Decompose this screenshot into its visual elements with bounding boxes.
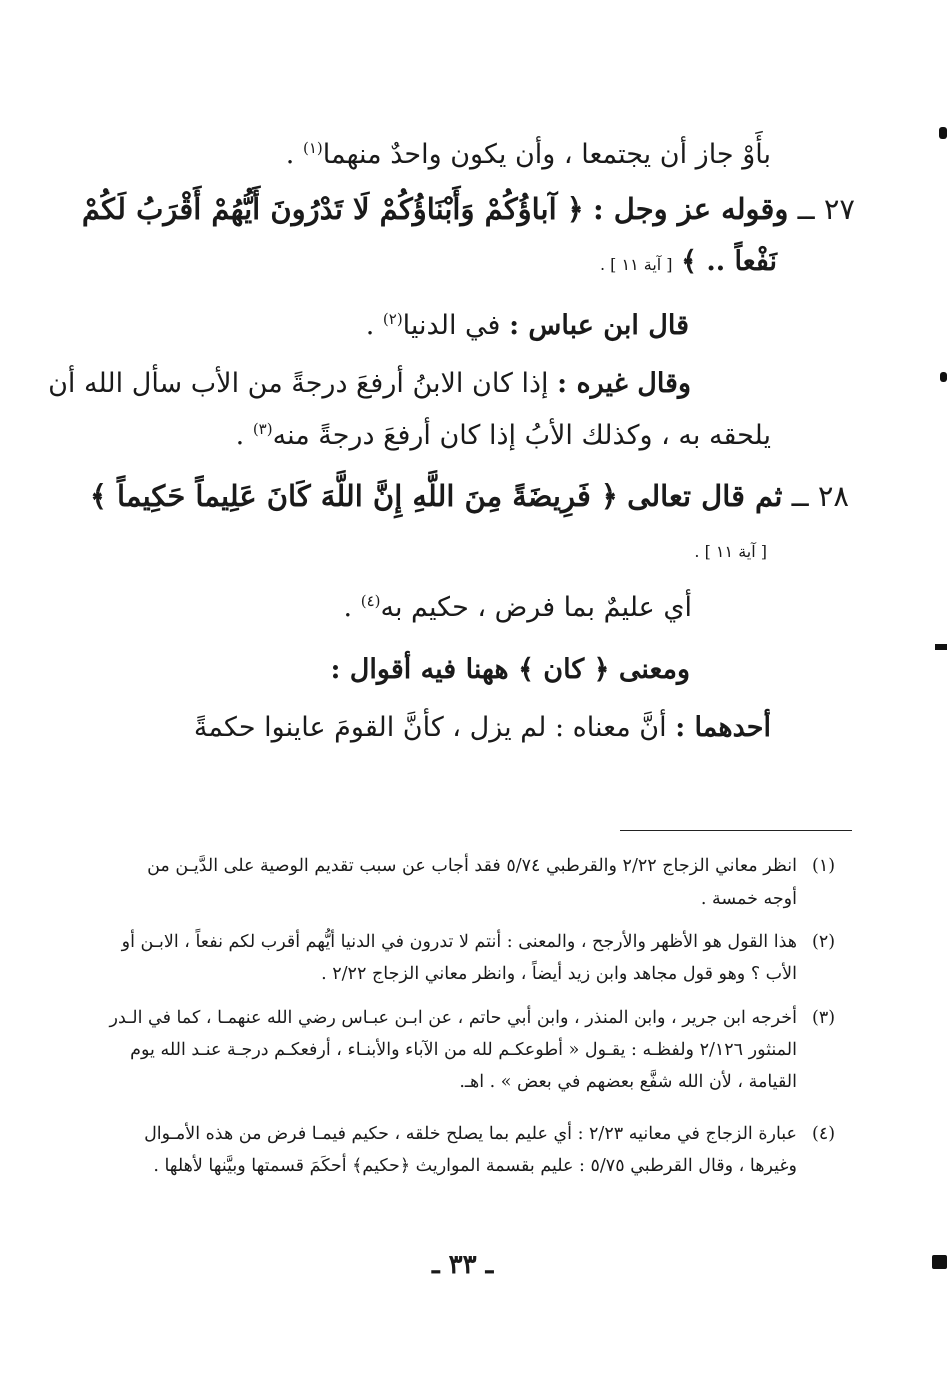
ibn-abbas-line: [366, 306, 689, 346]
scan-mark-4: [932, 1255, 947, 1269]
footnote-3-line-2: المنثور ٢/١٢٦ ولفظـه : يقـول « أطوعكـم لله من الآباء والأبنـاء ، أرفعكـم درجـة عنـد الله يوم: [130, 1040, 797, 1060]
kana-heading-text: ومعنى ﴿ كان ﴾ ههنا فيه أقوال :: [330, 654, 690, 685]
kana-heading: [330, 650, 690, 690]
ghayruhu-line-1: [48, 364, 691, 404]
footnote-4-line-1: عبارة الزجاج في معانيه ٢/٢٣ : أي عليم بما يصلح خلقه ، حكيم فيمـا فرض من هذه الأمـوال: [144, 1124, 797, 1144]
footnote-3-line-3: القيامة ، لأن الله شفَّع بعضهم في بعض » . اهـ.: [459, 1072, 797, 1092]
verse-28-number: ٢٨ ــ: [791, 479, 849, 513]
footnote-1-line-1: انظر معاني الزجاج ٢/٢٢ والقرطبي ٥/٧٤ فقد أجاب عن سبب تقديم الوصية على الدَّيـن من: [147, 856, 797, 876]
footnote-ref-2[interactable]: (٢): [382, 310, 403, 328]
alim-text: أي عليمٌ بما فرض ، حكيم به: [380, 592, 692, 623]
footnote-3-number: (٣): [812, 1008, 836, 1028]
scan-mark-3: [935, 644, 947, 650]
verse-27-number: ٢٧ ــ: [797, 192, 855, 226]
footnote-2-number: (٢): [812, 932, 836, 952]
ghayruhu-end: .: [235, 420, 253, 451]
alim-end: .: [343, 592, 361, 623]
verse-27-lead: وقوله عز وجل :: [592, 192, 789, 226]
line1-text: بأَوْ جاز أن يجتمعا ، وأن يكون واحدٌ منهما: [322, 139, 771, 170]
verse-28-quote: ﴿ فَرِيضَةً مِنَ اللَّهِ إِنَّ اللَّهَ كَانَ عَلِيماً حَكِيماً ﴾: [89, 479, 618, 513]
footnote-3-line-1: أخرجه ابن جرير ، وابن المنذر ، وابن أبي حاتم ، عن ابـن عبـاس رضي الله عنهمـا ، كما في الـدر: [109, 1008, 797, 1028]
line1-end: .: [285, 139, 303, 170]
footnote-2-line-2: الأب ؟ وهو قول مجاهد وابن زيد أيضاً ، وانظر معاني الزجاج ٢/٢٢ .: [321, 964, 797, 984]
scan-mark-2: [940, 372, 947, 382]
ibn-abbas-text: في الدنيا: [402, 310, 501, 341]
ahaduhuma-text: أنَّ معناه : لم يزل ، كأنَّ القومَ عاينوا حكمةً: [193, 712, 667, 743]
ghayruhu-text: إذا كان الابنُ أرفعَ درجةً من الأب سأل الله أن: [48, 368, 549, 399]
footnote-4-number: (٤): [812, 1124, 836, 1144]
verse-28-line: [90, 476, 849, 516]
text-line-1: [286, 135, 771, 175]
verse-28-ref: [ آية ١١ ] .: [694, 542, 767, 561]
footnote-2-line-1: هذا القول هو الأظهر والأرجح ، والمعنى : أنتم لا تدرون في الدنيا أيُّهم أقرب لكم نفعاً ، الابـن أو: [121, 932, 797, 952]
ahaduhuma-line: [194, 708, 771, 748]
ghayruhu-lead: وقال غيره :: [557, 368, 691, 399]
footnote-4-line-2: وغيرها ، وقال القرطبي ٥/٧٥ : عليم بقسمة المواريث ﴿حكيم﴾ أحكَمَ قسمتها وبيَّنها لأهلها .: [153, 1156, 797, 1176]
alim-line: [344, 588, 692, 628]
verse-27-line: [82, 189, 855, 229]
verse-27-continuation: [600, 242, 777, 285]
verse-28-ref-line: [694, 532, 767, 572]
footnote-1-number: (١): [812, 856, 836, 876]
scan-mark-1: [939, 127, 947, 139]
ibn-abbas-lead: قال ابن عباس :: [509, 310, 689, 341]
footnote-divider: [620, 830, 852, 831]
verse-27-ref: [ آية ١١ ] .: [599, 255, 673, 274]
footnote-ref-4[interactable]: (٤): [360, 592, 381, 610]
ahaduhuma-lead: أحدهما :: [675, 712, 771, 743]
verse-28-lead: ثم قال تعالى: [627, 479, 783, 513]
footnote-ref-1[interactable]: (١): [302, 139, 323, 157]
verse-27-quote: ﴿ آباؤُكُمْ وَأَبْنَاؤُكُمْ لَا تَدْرُونَ أَيُّهُمْ أَقْرَبُ لَكُمْ: [81, 192, 584, 226]
footnote-ref-3[interactable]: (٣): [252, 420, 273, 438]
verse-27-cont: نَفْعاً .. ﴾: [681, 246, 777, 277]
footnote-1-line-2: أوجه خمسة .: [700, 889, 797, 909]
ibn-abbas-end: .: [365, 310, 383, 341]
ghayruhu-cont: يلحقه به ، وكذلك الأبُ إذا كان أرفعَ درجةً منه: [272, 420, 771, 451]
ghayruhu-line-2: [236, 416, 771, 456]
page-number: ـ ٣٣ ـ: [432, 1250, 494, 1280]
